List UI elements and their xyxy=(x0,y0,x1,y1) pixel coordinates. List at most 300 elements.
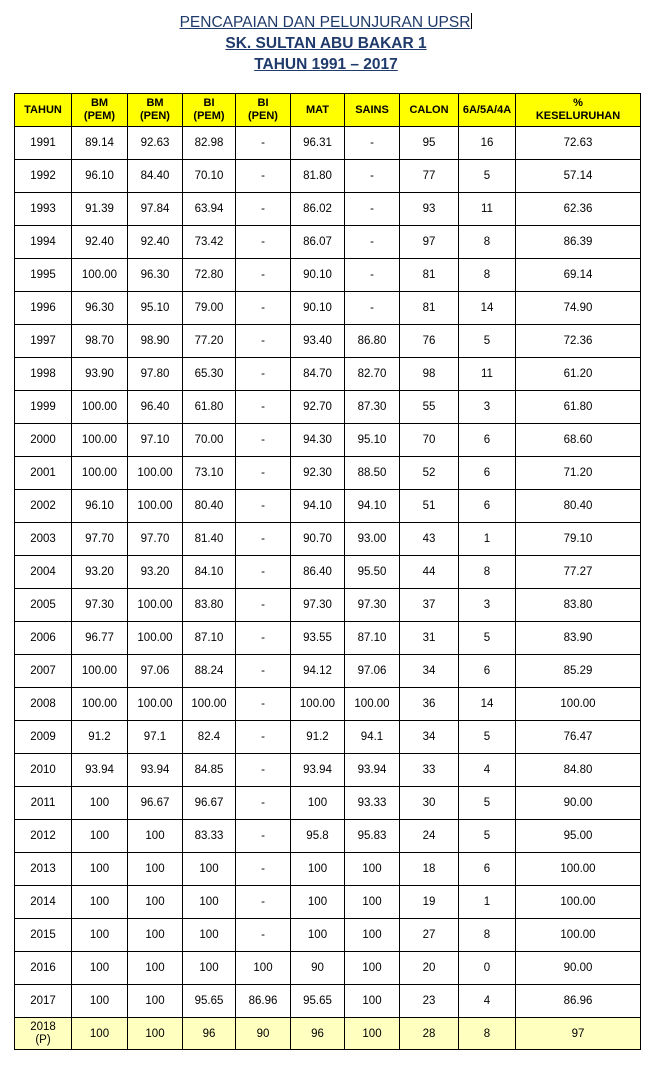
table-row xyxy=(15,127,641,160)
cell-keseluruhan: 72.36 xyxy=(516,325,641,358)
cell-mat: 90 xyxy=(291,952,345,985)
col-header-bm-pem-line1: BM xyxy=(90,97,109,109)
cell-bm-pen: 97.80 xyxy=(128,358,183,391)
cell-bm-pem: 100.00 xyxy=(72,457,128,490)
cell-6a5a4a: 1 xyxy=(459,886,516,919)
cell-tahun: 2014 xyxy=(15,886,72,919)
cell-tahun: 1991 xyxy=(15,127,72,160)
cell-keseluruhan: 86.39 xyxy=(516,226,641,259)
cell-mat: 90.70 xyxy=(291,523,345,556)
cell-bm-pen: 92.63 xyxy=(128,127,183,160)
cell-bm-pem: 92.40 xyxy=(72,226,128,259)
cell-calon: 37 xyxy=(400,589,459,622)
cell-bm-pem: 89.14 xyxy=(72,127,128,160)
col-header-sains xyxy=(345,94,400,127)
cell-mat: 91.2 xyxy=(291,721,345,754)
cell-bm-pen: 100 xyxy=(128,952,183,985)
cell-mat: 90.10 xyxy=(291,292,345,325)
cell-keseluruhan: 79.10 xyxy=(516,523,641,556)
cell-mat: 81.80 xyxy=(291,160,345,193)
cell-tahun: 1999 xyxy=(15,391,72,424)
cell-bi-pem: 100.00 xyxy=(183,688,236,721)
cell-mat: 95.8 xyxy=(291,820,345,853)
cell-tahun: 2015 xyxy=(15,919,72,952)
cell-bm-pen: 93.94 xyxy=(128,754,183,787)
cell-6a5a4a: 14 xyxy=(459,292,516,325)
table-row xyxy=(15,292,641,325)
col-header-keseluruhan xyxy=(516,94,641,127)
cell-mat: 100.00 xyxy=(291,688,345,721)
cell-sains: 93.00 xyxy=(345,523,400,556)
cell-mat: 95.65 xyxy=(291,985,345,1018)
cell-bi-pem: 81.40 xyxy=(183,523,236,556)
cell-calon: 77 xyxy=(400,160,459,193)
table-row xyxy=(15,820,641,853)
cell-bm-pen: 100.00 xyxy=(128,688,183,721)
projected-year-value: 2018 xyxy=(30,1020,56,1033)
cell-bm-pen: 97.1 xyxy=(128,721,183,754)
cell-6a5a4a: 16 xyxy=(459,127,516,160)
cell-calon: 44 xyxy=(400,556,459,589)
cell-6a5a4a: 1 xyxy=(459,523,516,556)
cell-mat: 94.30 xyxy=(291,424,345,457)
cell-bm-pen: 92.40 xyxy=(128,226,183,259)
cell-bm-pem: 100 xyxy=(72,919,128,952)
cell-bi-pem: 80.40 xyxy=(183,490,236,523)
col-header-6a5a4a-text: 6A/5A/4A xyxy=(462,103,512,116)
cell-bm-pem: 100 xyxy=(72,853,128,886)
cell-bi-pen: - xyxy=(236,688,291,721)
cell-keseluruhan: 71.20 xyxy=(516,457,641,490)
cell-keseluruhan: 61.80 xyxy=(516,391,641,424)
cell-sains: 97.06 xyxy=(345,655,400,688)
cell-sains: 100 xyxy=(345,919,400,952)
table-row xyxy=(15,193,641,226)
cell-mat: 100 xyxy=(291,853,345,886)
cell-bi-pen: - xyxy=(236,292,291,325)
cell-keseluruhan: 84.80 xyxy=(516,754,641,787)
cell-mat: 97.30 xyxy=(291,589,345,622)
cell-tahun: 2008 xyxy=(15,688,72,721)
title-line-1-text: PENCAPAIAN DAN PELUNJURAN UPSR xyxy=(179,14,471,31)
cell-bm-pem: 91.39 xyxy=(72,193,128,226)
table-row xyxy=(15,721,641,754)
cell-sains: 93.94 xyxy=(345,754,400,787)
cell-tahun: 2004 xyxy=(15,556,72,589)
table-row xyxy=(15,490,641,523)
cell-tahun: 2003 xyxy=(15,523,72,556)
cell-sains: 97.30 xyxy=(345,589,400,622)
cell-bi-pem: 82.4 xyxy=(183,721,236,754)
table-row xyxy=(15,886,641,919)
cell-bi-pen: - xyxy=(236,919,291,952)
cell-keseluruhan: 80.40 xyxy=(516,490,641,523)
cell-bm-pen: 100 xyxy=(128,1018,183,1050)
cell-bi-pem: 73.10 xyxy=(183,457,236,490)
cell-sains: - xyxy=(345,226,400,259)
cell-bi-pem: 61.80 xyxy=(183,391,236,424)
table-row xyxy=(15,523,641,556)
cell-keseluruhan: 90.00 xyxy=(516,952,641,985)
cell-tahun: 2002 xyxy=(15,490,72,523)
cell-bi-pem: 87.10 xyxy=(183,622,236,655)
cell-tahun: 2012 xyxy=(15,820,72,853)
cell-6a5a4a: 5 xyxy=(459,787,516,820)
cell-mat: 90.10 xyxy=(291,259,345,292)
cell-tahun: 2001 xyxy=(15,457,72,490)
cell-mat: 86.40 xyxy=(291,556,345,589)
cell-calon: 31 xyxy=(400,622,459,655)
cell-bi-pen: - xyxy=(236,325,291,358)
cell-calon: 76 xyxy=(400,325,459,358)
col-header-bi-pem-line2: (PEM) xyxy=(193,110,225,122)
cell-bi-pen: 86.96 xyxy=(236,985,291,1018)
cell-sains: 100 xyxy=(345,1018,400,1050)
cell-6a5a4a: 6 xyxy=(459,424,516,457)
cell-bi-pem: 70.00 xyxy=(183,424,236,457)
cell-tahun: 2006 xyxy=(15,622,72,655)
cell-bm-pen: 100.00 xyxy=(128,622,183,655)
projected-year xyxy=(15,1021,71,1047)
col-header-calon-text: CALON xyxy=(409,103,449,116)
cell-tahun: 2011 xyxy=(15,787,72,820)
cell-bi-pem: 88.24 xyxy=(183,655,236,688)
cell-bi-pen: - xyxy=(236,787,291,820)
cell-bi-pen: - xyxy=(236,160,291,193)
cell-keseluruhan: 68.60 xyxy=(516,424,641,457)
cell-bm-pen: 96.40 xyxy=(128,391,183,424)
cell-mat: 92.30 xyxy=(291,457,345,490)
cell-keseluruhan: 76.47 xyxy=(516,721,641,754)
cell-6a5a4a: 6 xyxy=(459,490,516,523)
table-row xyxy=(15,556,641,589)
cell-bi-pem: 73.42 xyxy=(183,226,236,259)
table-row xyxy=(15,655,641,688)
cell-6a5a4a: 5 xyxy=(459,820,516,853)
table-row xyxy=(15,226,641,259)
cell-calon: 30 xyxy=(400,787,459,820)
col-header-bi-pen-line1: BI xyxy=(257,97,269,109)
cell-keseluruhan: 100.00 xyxy=(516,853,641,886)
cell-tahun: 1997 xyxy=(15,325,72,358)
cell-bm-pem: 93.90 xyxy=(72,358,128,391)
cell-bi-pen: - xyxy=(236,622,291,655)
cell-mat: 84.70 xyxy=(291,358,345,391)
cell-calon: 34 xyxy=(400,655,459,688)
cell-6a5a4a: 5 xyxy=(459,622,516,655)
cell-bm-pen: 97.10 xyxy=(128,424,183,457)
cell-mat: 86.02 xyxy=(291,193,345,226)
cell-bi-pen: - xyxy=(236,358,291,391)
cell-calon: 23 xyxy=(400,985,459,1018)
cell-bm-pem: 98.70 xyxy=(72,325,128,358)
cell-bi-pem: 100 xyxy=(183,919,236,952)
cell-mat: 100 xyxy=(291,919,345,952)
col-header-bm-pem-line2: (PEM) xyxy=(83,110,116,122)
cell-calon: 18 xyxy=(400,853,459,886)
cell-sains: - xyxy=(345,127,400,160)
cell-calon: 36 xyxy=(400,688,459,721)
cell-bm-pem: 96.10 xyxy=(72,160,128,193)
cell-6a5a4a: 14 xyxy=(459,688,516,721)
cell-mat: 86.07 xyxy=(291,226,345,259)
cell-tahun: 2016 xyxy=(15,952,72,985)
cell-bi-pen: - xyxy=(236,490,291,523)
cell-calon: 93 xyxy=(400,193,459,226)
cell-keseluruhan: 57.14 xyxy=(516,160,641,193)
cell-6a5a4a: 4 xyxy=(459,754,516,787)
cell-sains: 88.50 xyxy=(345,457,400,490)
cell-sains: 100 xyxy=(345,886,400,919)
cell-bi-pen: - xyxy=(236,721,291,754)
col-header-tahun xyxy=(15,94,72,127)
col-header-calon xyxy=(400,94,459,127)
cell-sains: 82.70 xyxy=(345,358,400,391)
cell-keseluruhan: 85.29 xyxy=(516,655,641,688)
cell-sains: - xyxy=(345,193,400,226)
table-row xyxy=(15,952,641,985)
cell-bi-pem: 100 xyxy=(183,952,236,985)
cell-6a5a4a: 8 xyxy=(459,226,516,259)
cell-bm-pem: 96.77 xyxy=(72,622,128,655)
text-cursor xyxy=(471,13,472,29)
cell-bm-pen: 97.06 xyxy=(128,655,183,688)
cell-sains: 87.30 xyxy=(345,391,400,424)
cell-bi-pem: 77.20 xyxy=(183,325,236,358)
cell-6a5a4a: 8 xyxy=(459,556,516,589)
col-header-bi-pen xyxy=(236,94,291,127)
cell-bm-pem: 100 xyxy=(72,886,128,919)
cell-bi-pen: - xyxy=(236,424,291,457)
cell-keseluruhan: 97 xyxy=(516,1018,641,1050)
table-row xyxy=(15,358,641,391)
cell-bi-pen: - xyxy=(236,754,291,787)
cell-calon: 19 xyxy=(400,886,459,919)
table-row xyxy=(15,787,641,820)
table-row xyxy=(15,325,641,358)
cell-keseluruhan: 77.27 xyxy=(516,556,641,589)
table-row xyxy=(15,754,641,787)
cell-keseluruhan: 95.00 xyxy=(516,820,641,853)
cell-keseluruhan: 69.14 xyxy=(516,259,641,292)
cell-calon: 43 xyxy=(400,523,459,556)
cell-bm-pem: 97.70 xyxy=(72,523,128,556)
col-header-bi-pem-line1: BI xyxy=(203,97,215,109)
cell-bm-pem: 100 xyxy=(72,1018,128,1050)
cell-tahun: 1996 xyxy=(15,292,72,325)
cell-bm-pem: 93.20 xyxy=(72,556,128,589)
cell-bm-pen: 100 xyxy=(128,919,183,952)
col-header-bm-pem xyxy=(72,94,128,127)
cell-6a5a4a: 5 xyxy=(459,325,516,358)
cell-6a5a4a: 6 xyxy=(459,457,516,490)
table-row xyxy=(15,589,641,622)
cell-sains: 95.83 xyxy=(345,820,400,853)
cell-bm-pem: 100.00 xyxy=(72,424,128,457)
cell-bm-pem: 100 xyxy=(72,952,128,985)
cell-bm-pen: 100.00 xyxy=(128,589,183,622)
table-row xyxy=(15,622,641,655)
cell-6a5a4a: 3 xyxy=(459,589,516,622)
cell-bi-pem: 63.94 xyxy=(183,193,236,226)
cell-6a5a4a: 8 xyxy=(459,1018,516,1050)
cell-sains: 94.10 xyxy=(345,490,400,523)
results-table xyxy=(14,93,641,1050)
cell-sains: 87.10 xyxy=(345,622,400,655)
cell-bm-pen: 100 xyxy=(128,985,183,1018)
cell-bi-pen: - xyxy=(236,886,291,919)
table-row xyxy=(15,919,641,952)
cell-bi-pen: - xyxy=(236,853,291,886)
cell-6a5a4a: 11 xyxy=(459,358,516,391)
cell-calon: 24 xyxy=(400,820,459,853)
cell-sains: 86.80 xyxy=(345,325,400,358)
cell-sains: 100 xyxy=(345,952,400,985)
col-header-bm-pen-line1: BM xyxy=(146,97,164,109)
cell-tahun xyxy=(15,1018,72,1050)
cell-calon: 81 xyxy=(400,259,459,292)
cell-bi-pen: - xyxy=(236,589,291,622)
cell-tahun: 1995 xyxy=(15,259,72,292)
col-header-bm-pen-line2: (PEN) xyxy=(140,110,170,122)
col-header-bi-pem xyxy=(183,94,236,127)
title-line-2: SK. SULTAN ABU BAKAR 1 xyxy=(225,35,427,52)
table-row xyxy=(15,391,641,424)
cell-tahun: 2009 xyxy=(15,721,72,754)
title-line-1 xyxy=(0,12,652,33)
cell-bi-pen: - xyxy=(236,259,291,292)
cell-bm-pem: 91.2 xyxy=(72,721,128,754)
cell-bi-pem: 82.98 xyxy=(183,127,236,160)
table-row-projected xyxy=(15,1018,641,1050)
cell-bm-pen: 100.00 xyxy=(128,457,183,490)
cell-sains: 100 xyxy=(345,985,400,1018)
cell-bm-pen: 84.40 xyxy=(128,160,183,193)
cell-6a5a4a: 3 xyxy=(459,391,516,424)
cell-bi-pen: - xyxy=(236,391,291,424)
cell-tahun: 1993 xyxy=(15,193,72,226)
cell-6a5a4a: 8 xyxy=(459,919,516,952)
table-body xyxy=(15,127,641,1050)
cell-bm-pem: 97.30 xyxy=(72,589,128,622)
cell-bi-pem: 100 xyxy=(183,853,236,886)
table-row xyxy=(15,985,641,1018)
cell-bi-pem: 84.85 xyxy=(183,754,236,787)
cell-6a5a4a: 6 xyxy=(459,853,516,886)
cell-calon: 33 xyxy=(400,754,459,787)
cell-bm-pen: 96.30 xyxy=(128,259,183,292)
cell-tahun: 2005 xyxy=(15,589,72,622)
cell-6a5a4a: 5 xyxy=(459,721,516,754)
cell-mat: 96.31 xyxy=(291,127,345,160)
cell-calon: 98 xyxy=(400,358,459,391)
cell-bm-pem: 100 xyxy=(72,787,128,820)
table-row xyxy=(15,457,641,490)
col-header-6a5a4a xyxy=(459,94,516,127)
cell-calon: 51 xyxy=(400,490,459,523)
cell-tahun: 1994 xyxy=(15,226,72,259)
cell-bm-pem: 96.30 xyxy=(72,292,128,325)
cell-keseluruhan: 74.90 xyxy=(516,292,641,325)
cell-6a5a4a: 0 xyxy=(459,952,516,985)
cell-6a5a4a: 8 xyxy=(459,259,516,292)
cell-mat: 93.40 xyxy=(291,325,345,358)
cell-bm-pem: 100 xyxy=(72,985,128,1018)
cell-bm-pen: 95.10 xyxy=(128,292,183,325)
cell-keseluruhan: 61.20 xyxy=(516,358,641,391)
cell-sains: 100.00 xyxy=(345,688,400,721)
cell-bi-pen: 90 xyxy=(236,1018,291,1050)
cell-calon: 27 xyxy=(400,919,459,952)
cell-sains: - xyxy=(345,259,400,292)
cell-bm-pen: 100 xyxy=(128,853,183,886)
cell-calon: 28 xyxy=(400,1018,459,1050)
col-header-sains-text: SAINS xyxy=(355,103,389,116)
cell-bi-pen: - xyxy=(236,127,291,160)
cell-keseluruhan: 100.00 xyxy=(516,919,641,952)
cell-bi-pem: 65.30 xyxy=(183,358,236,391)
cell-tahun: 2007 xyxy=(15,655,72,688)
cell-bm-pen: 98.90 xyxy=(128,325,183,358)
cell-calon: 70 xyxy=(400,424,459,457)
cell-bi-pen: - xyxy=(236,523,291,556)
cell-keseluruhan: 62.36 xyxy=(516,193,641,226)
col-header-mat-text: MAT xyxy=(305,103,329,116)
cell-sains: 95.10 xyxy=(345,424,400,457)
cell-keseluruhan: 90.00 xyxy=(516,787,641,820)
table-row xyxy=(15,853,641,886)
table-row xyxy=(15,259,641,292)
cell-keseluruhan: 86.96 xyxy=(516,985,641,1018)
cell-mat: 93.55 xyxy=(291,622,345,655)
cell-mat: 94.12 xyxy=(291,655,345,688)
table-row xyxy=(15,160,641,193)
cell-6a5a4a: 5 xyxy=(459,160,516,193)
cell-tahun: 2013 xyxy=(15,853,72,886)
cell-bm-pem: 93.94 xyxy=(72,754,128,787)
cell-mat: 92.70 xyxy=(291,391,345,424)
cell-calon: 95 xyxy=(400,127,459,160)
cell-sains: 95.50 xyxy=(345,556,400,589)
title-line-3: TAHUN 1991 – 2017 xyxy=(254,56,398,73)
cell-calon: 34 xyxy=(400,721,459,754)
cell-bm-pen: 96.67 xyxy=(128,787,183,820)
cell-bi-pen: - xyxy=(236,556,291,589)
cell-bi-pem: 72.80 xyxy=(183,259,236,292)
cell-bm-pen: 100.00 xyxy=(128,490,183,523)
cell-bi-pem: 95.65 xyxy=(183,985,236,1018)
cell-tahun: 1998 xyxy=(15,358,72,391)
cell-calon: 52 xyxy=(400,457,459,490)
col-header-bm-pen xyxy=(128,94,183,127)
cell-bi-pem: 100 xyxy=(183,886,236,919)
cell-bm-pem: 100.00 xyxy=(72,391,128,424)
col-header-keseluruhan-line2: KESELURUHAN xyxy=(535,110,621,122)
cell-bi-pen: 100 xyxy=(236,952,291,985)
cell-bi-pen: - xyxy=(236,655,291,688)
cell-keseluruhan: 100.00 xyxy=(516,886,641,919)
cell-sains: 100 xyxy=(345,853,400,886)
cell-bi-pem: 84.10 xyxy=(183,556,236,589)
cell-mat: 96 xyxy=(291,1018,345,1050)
cell-mat: 94.10 xyxy=(291,490,345,523)
cell-keseluruhan: 83.80 xyxy=(516,589,641,622)
cell-bm-pem: 96.10 xyxy=(72,490,128,523)
col-header-bi-pen-line2: (PEN) xyxy=(248,110,278,122)
cell-6a5a4a: 11 xyxy=(459,193,516,226)
cell-calon: 81 xyxy=(400,292,459,325)
cell-mat: 100 xyxy=(291,787,345,820)
